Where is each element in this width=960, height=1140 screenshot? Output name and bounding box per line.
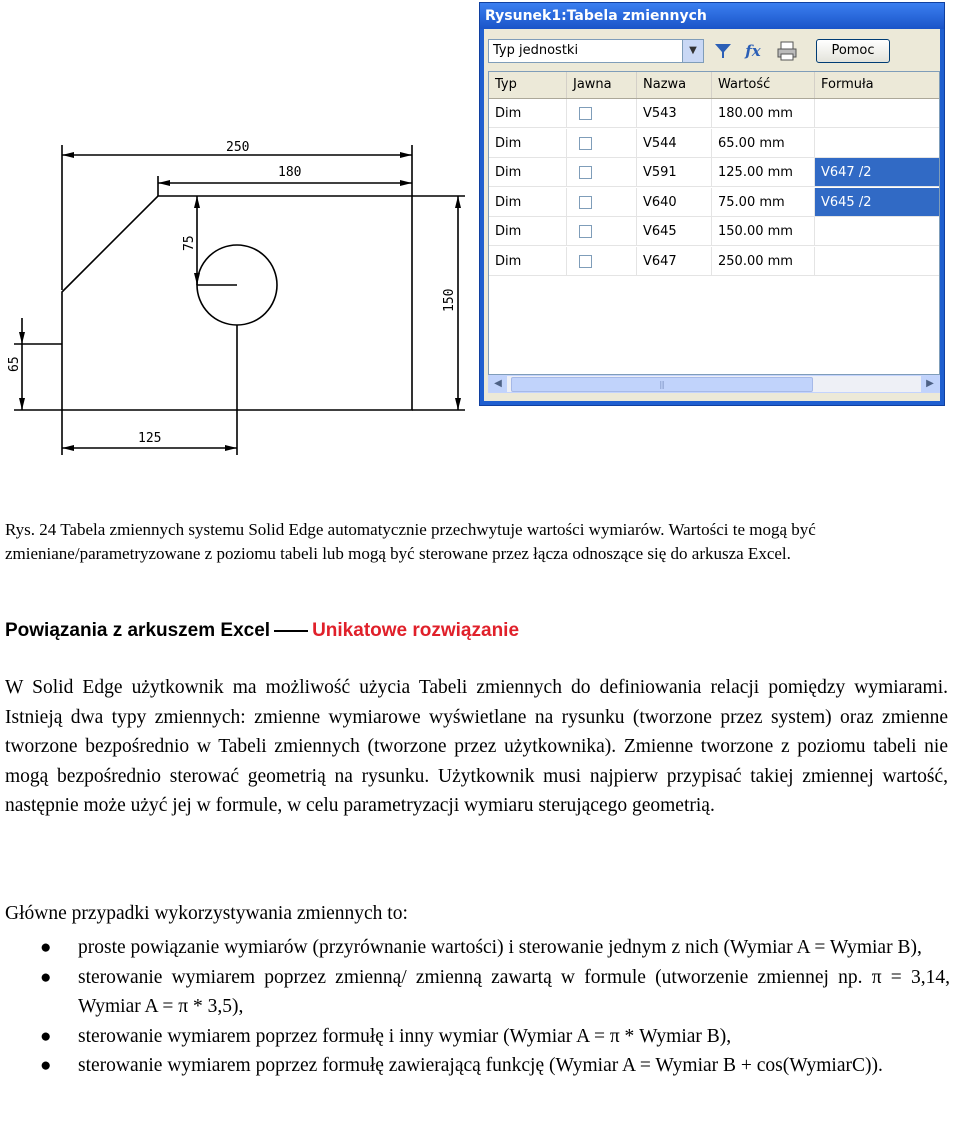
table-row[interactable] — [489, 99, 939, 128]
window-title: Rysunek1:Tabela zmiennych — [480, 3, 944, 29]
list-item: ● sterowanie wymiarem poprzez zmienną/ zmienną zawartą w formule (utworzenie zmiennej np. π = 3,14, Wymiar A = π * 3,5), — [0, 963, 950, 1022]
filter-icon[interactable] — [710, 38, 736, 64]
jawna-checkbox-cell[interactable] — [567, 99, 637, 128]
jawna-checkbox-cell[interactable] — [567, 158, 637, 187]
jawna-checkbox-cell[interactable] — [567, 129, 637, 158]
cell-wartosc[interactable]: 65.00 mm — [712, 129, 815, 158]
dim-150: 150 — [442, 288, 457, 312]
jawna-checkbox[interactable] — [579, 137, 592, 150]
dim-75: 75 — [182, 235, 197, 251]
dim-65: 65 — [7, 356, 22, 372]
table-row[interactable] — [489, 217, 939, 246]
figure-caption: Rys. 24 Tabela zmiennych systemu Solid Edge automatycznie przechwytuje wartości wymiarów. Wartości te mogą być zmieniane/parametryzowane z poziomu tabeli lub mogą być sterowane przez łącza odnoszące się do arkusza Excel. — [5, 520, 816, 563]
cell-nazwa[interactable]: V645 — [637, 217, 712, 246]
cad-drawing — [0, 0, 480, 460]
cell-formula[interactable] — [815, 217, 940, 246]
cell-typ[interactable]: Dim — [489, 217, 567, 246]
table-row[interactable] — [489, 129, 939, 158]
dim-180: 180 — [278, 165, 302, 180]
cell-formula[interactable] — [815, 129, 940, 158]
heading-left: Powiązania z arkuszem Excel — [5, 620, 271, 641]
jawna-checkbox-cell[interactable] — [567, 188, 637, 217]
cell-typ[interactable]: Dim — [489, 158, 567, 187]
cell-wartosc[interactable]: 75.00 mm — [712, 188, 815, 217]
cell-formula[interactable] — [815, 99, 940, 128]
cell-nazwa[interactable]: V543 — [637, 99, 712, 128]
cell-typ[interactable]: Dim — [489, 129, 567, 158]
cell-wartosc[interactable]: 150.00 mm — [712, 217, 815, 246]
col-jawna[interactable]: Jawna — [567, 72, 637, 98]
col-nazwa[interactable]: Nazwa — [637, 72, 712, 98]
heading-right: Unikatowe rozwiązanie — [312, 620, 520, 641]
list-item: ● proste powiązanie wymiarów (przyrównanie wartości) i sterowanie jednym z nich (Wymiar A = Wymiar B), — [0, 933, 950, 963]
bullet-icon: ● — [40, 1025, 52, 1047]
cell-formula[interactable] — [815, 247, 940, 276]
cell-nazwa[interactable]: V591 — [637, 158, 712, 187]
cell-typ[interactable]: Dim — [489, 247, 567, 276]
bullet-list — [0, 933, 950, 1081]
printer-icon[interactable] — [774, 38, 800, 64]
dim-250: 250 — [226, 140, 250, 155]
help-button[interactable]: Pomoc — [816, 39, 890, 63]
cell-typ[interactable]: Dim — [489, 99, 567, 128]
bullet-icon: ● — [40, 1055, 52, 1076]
list-item: ● sterowanie wymiarem poprzez formułę i inny wymiar (Wymiar A = π * Wymiar B), — [0, 1022, 950, 1052]
jawna-checkbox[interactable] — [579, 255, 592, 268]
table-row[interactable] — [489, 188, 939, 217]
cell-typ[interactable]: Dim — [489, 188, 567, 217]
horizontal-scrollbar[interactable] — [488, 375, 940, 393]
table-row[interactable] — [489, 247, 939, 276]
cell-nazwa[interactable]: V647 — [637, 247, 712, 276]
list-item: ● sterowanie wymiarem poprzez formułę zawierającą funkcję (Wymiar A = Wymiar B + cos(WymiarC)). — [0, 1051, 950, 1081]
variable-table-window — [479, 2, 945, 406]
unit-type-select[interactable] — [488, 39, 704, 63]
table-row[interactable] — [489, 158, 939, 187]
dim-125: 125 — [138, 431, 162, 446]
body-paragraph: W Solid Edge użytkownik ma możliwość użycia Tabeli zmiennych do definiowania relacji pomiędzy wymiarami. Istnieją dwa typy zmiennych: zmienne wymiarowe wyświetlane na rysunku (tworzone przez system) oraz zmienne tworzone bezpośrednio w Tabeli zmiennych (tworzone przez użytkownika). Zmienne tworzone z poziomu tabeli nie mogą bezpośrednio sterować geometrią na rysunku. Użytkownik musi najpierw przypisać takiej zmiennej wartość, następnie może użyć jej w formule, w celu parametryzacji wymiaru sterującego geometrią. — [5, 677, 948, 816]
variable-grid — [488, 71, 940, 375]
col-formula[interactable]: Formuła — [815, 72, 940, 98]
jawna-checkbox[interactable] — [579, 107, 592, 120]
bullet-icon: ● — [40, 937, 52, 958]
jawna-checkbox[interactable] — [579, 196, 592, 209]
window-client — [484, 29, 940, 401]
cell-formula[interactable]: V647 /2 — [815, 158, 940, 187]
cell-wartosc[interactable]: 180.00 mm — [712, 99, 815, 128]
chevron-down-icon[interactable]: ▼ — [682, 40, 703, 62]
grid-header — [489, 72, 939, 99]
fx-button[interactable]: fx — [745, 42, 761, 60]
section-heading — [5, 620, 519, 642]
cell-wartosc[interactable]: 250.00 mm — [712, 247, 815, 276]
cell-nazwa[interactable]: V640 — [637, 188, 712, 217]
unit-type-value: Typ jednostki — [493, 43, 579, 58]
jawna-checkbox-cell[interactable] — [567, 247, 637, 276]
col-wartosc[interactable]: Wartość — [712, 72, 815, 98]
col-typ[interactable]: Typ — [489, 72, 567, 98]
cell-nazwa[interactable]: V544 — [637, 129, 712, 158]
jawna-checkbox-cell[interactable] — [567, 217, 637, 246]
list-lead: Główne przypadki wykorzystywania zmiennych to: — [5, 903, 408, 924]
jawna-checkbox[interactable] — [579, 225, 592, 238]
jawna-checkbox[interactable] — [579, 166, 592, 179]
scroll-right-icon[interactable]: ▶ — [921, 376, 939, 392]
cell-wartosc[interactable]: 125.00 mm — [712, 158, 815, 187]
bullet-icon: ● — [40, 966, 52, 988]
cell-formula[interactable]: V645 /2 — [815, 188, 940, 217]
scroll-thumb[interactable]: ||| — [511, 377, 813, 392]
scroll-left-icon[interactable]: ◀ — [489, 376, 507, 392]
heading-dash — [274, 630, 308, 632]
